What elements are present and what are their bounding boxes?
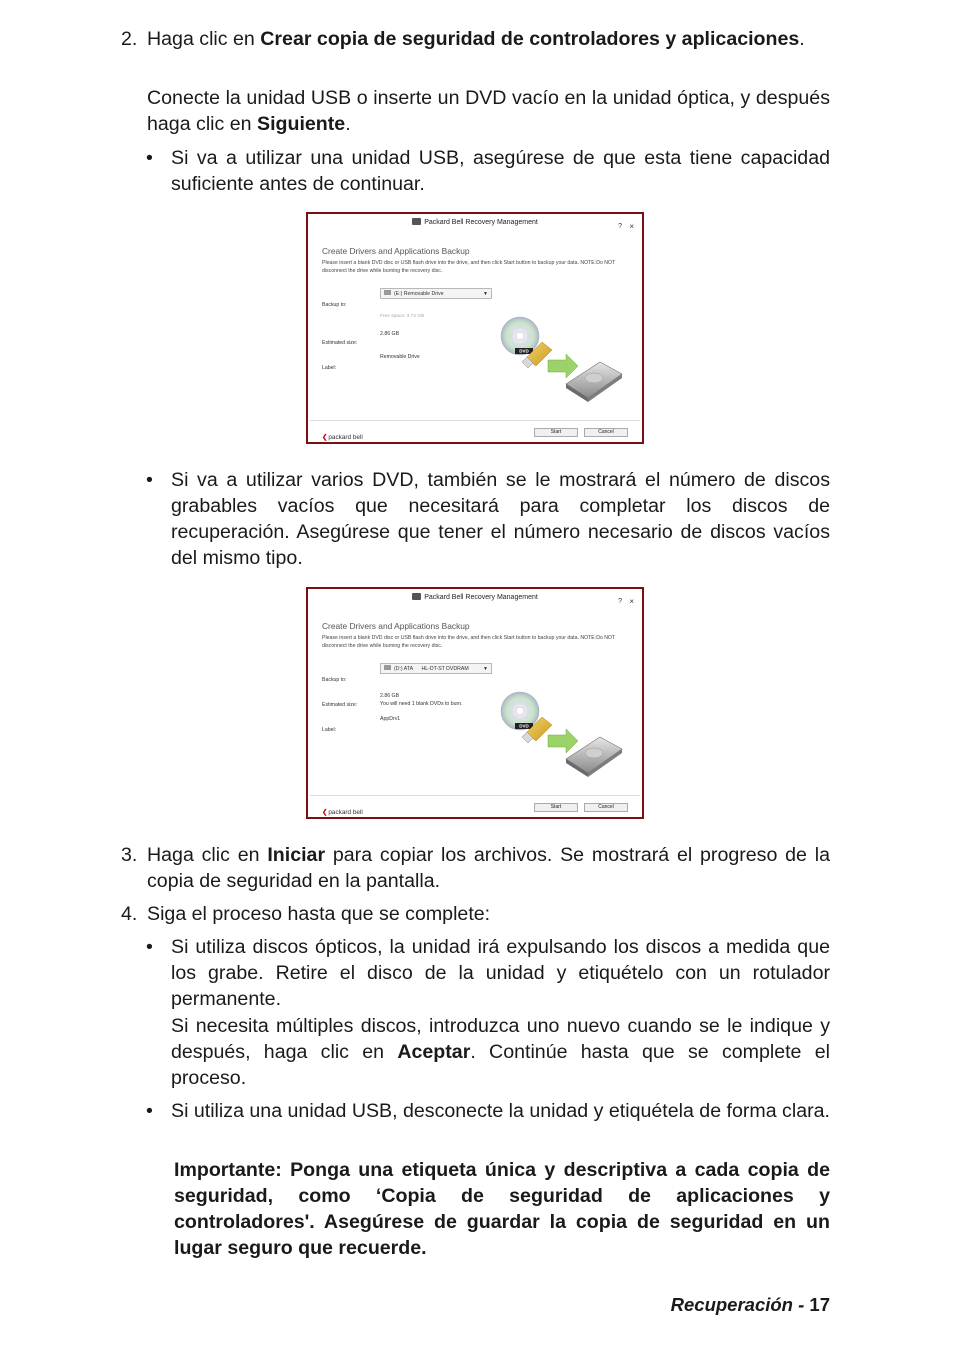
close-button[interactable]: ×	[629, 597, 634, 606]
step-2-number: 2.	[121, 28, 138, 50]
start-button[interactable]: Start	[534, 428, 578, 437]
dvd-badge: DVD	[519, 723, 529, 729]
cancel-button[interactable]: Cancel	[584, 803, 628, 812]
recovery-window	[308, 589, 642, 817]
estimated-size-value: 2.86 GB	[380, 331, 400, 337]
backup-illustration-icon	[500, 687, 626, 779]
logo-mark-icon: ❮	[322, 809, 328, 816]
dialog-heading: Create Drivers and Applications Backup	[322, 621, 470, 631]
step-2-bullet-2: Si va a utilizar varios DVD, también se le mostrará el número de discos grabables vacíos que necesitará para completar los discos de recuperación. Asegúrese que tener el número necesario de discos vacíos del mismo tipo.	[171, 469, 830, 569]
backup-to-select[interactable]	[380, 663, 492, 674]
dvd-count-note: You will need 1 blank DVDs to burn.	[380, 701, 463, 707]
label-value: Removable Drive	[380, 354, 420, 360]
estimated-size-label: Estimated size:	[322, 702, 358, 708]
app-icon	[412, 593, 421, 600]
dialog-heading: Create Drivers and Applications Backup	[322, 246, 470, 256]
packard-bell-logo: ❮packard bell	[322, 809, 363, 816]
label-value: AppDrv1	[380, 716, 401, 722]
bullet-icon: •	[146, 469, 153, 491]
bullet-icon: •	[146, 936, 153, 958]
backup-to-value: (D:) ATA HL-DT-ST DVDRAM	[394, 666, 469, 672]
arrow-icon	[548, 354, 578, 378]
backup-to-label: Backup to:	[322, 677, 347, 683]
recovery-window	[308, 214, 642, 442]
window-titlebar	[308, 214, 642, 232]
step-4-bullet-2: Si utiliza una unidad USB, desconecte la unidad y etiquétela de forma clara.	[171, 1100, 830, 1122]
aceptar-label: Aceptar	[397, 1041, 471, 1063]
start-button[interactable]: Start	[534, 803, 578, 812]
logo-mark-icon: ❮	[322, 434, 328, 441]
backup-to-select[interactable]	[380, 288, 492, 299]
backup-to-value: (E:) Removable Drive	[394, 291, 444, 297]
dialog-instructions: Please insert a blank DVD disc or USB flash drive into the drive, and then click Start button to backup your data. NOTE:Do NOT disconnect the drive while burning the recovery disc.	[322, 635, 616, 649]
free-space-text: Free space: 3.72 GB	[380, 314, 425, 319]
packard-bell-logo: ❮packard bell	[322, 434, 363, 441]
bullet-icon: •	[146, 1100, 153, 1122]
drive-icon	[384, 290, 391, 295]
drive-icon	[384, 665, 391, 670]
important-note: Importante: Ponga una etiqueta única y descriptiva a cada copia de seguridad, como ‘Copia de seguridad de aplicaciones y controladores'. Asegúrese de guardar la copia de seguridad en un lugar seguro que recuerde.	[174, 1159, 830, 1259]
close-button[interactable]: ×	[629, 222, 634, 231]
step-2-paragraph-1: Haga clic en Crear copia de seguridad de controladores y aplicaciones.	[147, 28, 805, 50]
label-label: Label:	[322, 365, 337, 371]
step-2-bullet-1: Si va a utilizar una unidad USB, asegúrese de que esta tiene capacidad suficiente antes de continuar.	[171, 147, 830, 195]
step-4-bullet-1a: Si utiliza discos ópticos, la unidad irá expulsando los discos a medida que los grabe. Retire el disco de la unidad y etiquételo con un rotulador permanente.	[171, 936, 830, 1010]
page-footer	[671, 1292, 830, 1318]
chevron-down-icon: ▼	[483, 291, 488, 297]
screenshot-dvd-backup	[306, 587, 644, 819]
arrow-icon	[548, 729, 578, 753]
step-2-paragraph-2: Conecte la unidad USB o inserte un DVD vacío en la unidad óptica, y después haga clic en Siguiente.	[147, 87, 830, 135]
backup-illustration-icon	[500, 312, 626, 404]
footer-divider	[310, 420, 640, 421]
window-title: Packard Bell Recovery Management	[424, 594, 538, 601]
bullet-icon: •	[146, 147, 153, 169]
help-button[interactable]: ?	[618, 598, 622, 605]
estimated-size-label: Estimated size:	[322, 340, 358, 346]
dialog-instructions: Please insert a blank DVD disc or USB flash drive into the drive, and then click Start button to backup your data. NOTE:Do NOT disconnect the drive while burning the recovery disc.	[322, 260, 616, 274]
cancel-button[interactable]: Cancel	[584, 428, 628, 437]
screenshot-usb-backup	[306, 212, 644, 444]
iniciar-label: Iniciar	[267, 844, 326, 866]
step-3-paragraph: Haga clic en Iniciar para copiar los archivos. Se mostrará el progreso de la copia de seguridad en la pantalla.	[147, 844, 830, 892]
help-button[interactable]: ?	[618, 223, 622, 230]
page-number: 17	[809, 1294, 830, 1315]
footer-section: Recuperación -	[670, 1294, 810, 1315]
step-4-number: 4.	[121, 903, 138, 925]
estimated-size-value: 2.86 GB	[380, 693, 400, 699]
window-titlebar	[308, 589, 642, 607]
backup-to-label: Backup to:	[322, 302, 347, 308]
footer-divider	[310, 795, 640, 796]
dvd-badge: DVD	[519, 348, 529, 354]
label-label: Label:	[322, 727, 337, 733]
app-icon	[412, 218, 421, 225]
siguiente-label: Siguiente	[257, 113, 346, 135]
step-2-bold-label: Crear copia de seguridad de controladores y aplicaciones	[260, 28, 800, 50]
step-4-paragraph: Siga el proceso hasta que se complete:	[147, 903, 491, 925]
window-title: Packard Bell Recovery Management	[424, 219, 538, 226]
chevron-down-icon: ▼	[483, 666, 488, 672]
step-4-bullet-1b: Si necesita múltiples discos, introduzca uno nuevo cuando se le indique y después, haga clic en Aceptar. Continúe hasta que se complete el proceso.	[171, 1015, 830, 1089]
step-3-number: 3.	[121, 844, 138, 866]
